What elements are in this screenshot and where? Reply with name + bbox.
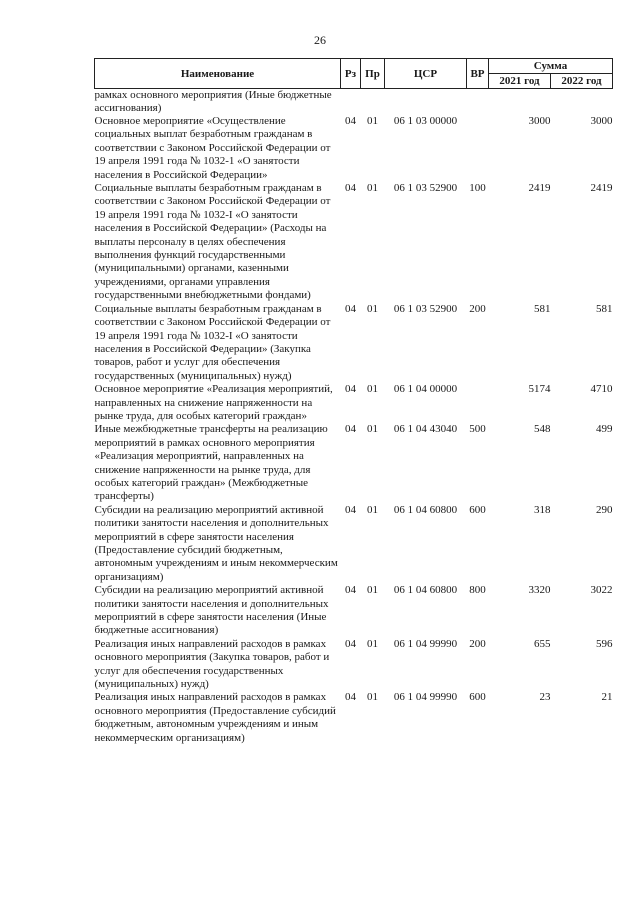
row-rz: 04 [345, 637, 356, 650]
row-amount-2022: 4710 [590, 383, 613, 396]
row-amount-2022: 21 [601, 691, 613, 704]
row-pr: 01 [367, 383, 378, 396]
row-name: Основное мероприятие «Осуществление социальных выплат безработным гражданам в соответствии с Законом Российской Федерации от 19 апреля 1991 года № 1032-1 «О занятости населения в Российской Федерации» [94, 115, 331, 181]
row-amount-2022: 3000 [590, 115, 613, 127]
row-pr: 01 [367, 691, 378, 704]
row-amount-2021: 3000 [528, 115, 551, 127]
row-pr: 01 [367, 182, 378, 195]
row-name: Субсидии на реализацию мероприятий активной политики занятости населения и дополнительных мероприятий в сфере занятости населения (Иные бюджетные ассигнования) [94, 584, 329, 637]
row-pr: 01 [367, 503, 378, 516]
row-vr: 200 [469, 302, 486, 315]
row-csr: 06 1 03 00000 [393, 115, 458, 127]
row-vr: 100 [469, 182, 486, 195]
page-number: 26 [314, 33, 326, 47]
table-row [95, 584, 613, 638]
row-vr [467, 383, 489, 423]
row-amount-2021: 318 [534, 503, 551, 516]
row-rz: 04 [345, 182, 356, 195]
row-csr: 06 1 03 52900 [393, 302, 458, 315]
row-name: Реализация иных направлений расходов в рамках основного мероприятия (Предоставление субсидий бюджетным, автономным учреждениям и иным некоммерческим организациям) [94, 691, 336, 744]
row-rz: 04 [345, 691, 356, 704]
header-csr: ЦСР [385, 59, 467, 89]
row-amount-2022: 3022 [590, 584, 613, 597]
header-name: Наименование [95, 59, 341, 89]
header-sum: Сумма [489, 59, 613, 74]
row-csr: 06 1 04 99990 [393, 691, 458, 704]
row-csr: 06 1 04 60800 [393, 584, 458, 597]
table-body [95, 89, 613, 746]
row-pr: 01 [367, 423, 378, 436]
row-vr: 800 [469, 584, 486, 597]
row-amount-2021: 548 [534, 423, 551, 436]
row-amount-2021: 5174 [528, 383, 551, 396]
row-amount-2021: 23 [539, 691, 551, 704]
row-csr: 06 1 04 00000 [393, 383, 458, 396]
row-amount-2022: 2419 [590, 182, 613, 195]
row-amount-2022: 290 [596, 503, 613, 516]
continuation-row [95, 89, 613, 116]
budget-table [94, 58, 613, 745]
row-csr: 06 1 04 60800 [393, 503, 458, 516]
row-csr: 06 1 04 43040 [393, 423, 458, 436]
row-amount-2022: 499 [596, 423, 613, 436]
row-rz: 04 [345, 503, 356, 516]
header-year-2021: 2021 год [489, 74, 551, 89]
row-rz: 04 [345, 115, 356, 127]
row-amount-2021: 655 [534, 637, 551, 650]
table-header [95, 59, 613, 89]
budget-table-wrapper [94, 58, 612, 745]
row-rz: 04 [345, 302, 356, 315]
row-rz: 04 [345, 423, 356, 436]
row-amount-2021: 581 [534, 302, 551, 315]
row-amount-2022: 596 [596, 637, 613, 650]
row-vr: 600 [469, 503, 486, 516]
header-rz: Рз [341, 59, 361, 89]
table-row [95, 691, 613, 745]
row-pr: 01 [367, 584, 378, 597]
header-pr: Пр [361, 59, 385, 89]
row-vr: 500 [469, 423, 486, 436]
row-pr: 01 [367, 115, 378, 127]
row-rz: 04 [345, 383, 356, 396]
header-vr: ВР [467, 59, 489, 89]
row-vr [467, 115, 489, 182]
header-year-2022: 2022 год [551, 74, 613, 89]
table-row [95, 504, 613, 584]
continuation-text: рамках основного мероприятия (Иные бюджетные ассигнования) [94, 89, 332, 114]
row-csr: 06 1 04 99990 [393, 637, 458, 650]
row-amount-2021: 3320 [528, 584, 551, 597]
row-csr: 06 1 03 52900 [393, 182, 458, 195]
row-rz: 04 [345, 584, 356, 597]
row-name: Основное мероприятие «Реализация мероприятий, направленных на снижение напряженности на рынке труда, для особых категорий граждан» [94, 383, 333, 422]
row-name: Реализация иных направлений расходов в рамках основного мероприятия (Закупка товаров, работ и услуг для обеспечения государственных (муниципальных) нужд) [94, 637, 330, 691]
row-amount-2022: 581 [596, 302, 613, 315]
table-row [95, 423, 613, 503]
row-name: Социальные выплаты безработным гражданам в соответствии с Законом Российской Федерации от 19 апреля 1991 года № 1032-I «О занятости населения в Российской Федерации» (Расходы на выплаты персоналу в целях обеспечения выполнения функций государственными (муниципальными) органами, казенными учреждениями, органами управления государственными внебюджетными фондами) [94, 182, 331, 302]
table-row [95, 383, 613, 423]
table-row [95, 638, 613, 692]
table-row [95, 303, 613, 383]
row-vr: 600 [469, 691, 486, 704]
row-name: Иные межбюджетные трансферты на реализацию мероприятий в рамках основного мероприятия «Реализация мероприятий, направленных на снижение напряженности на рынке труда, для особых категорий граждан» (Межбюджетные трансферты) [94, 423, 328, 503]
row-vr: 200 [469, 637, 486, 650]
row-pr: 01 [367, 302, 378, 315]
row-name: Субсидии на реализацию мероприятий активной политики занятости населения и дополнительных мероприятий в сфере занятости населения (Предоставление субсидий бюджетным, автономным учреждениям и иным некоммерческим организациям) [94, 503, 338, 583]
table-row [95, 182, 613, 303]
table-row [95, 115, 613, 182]
row-amount-2021: 2419 [528, 182, 551, 195]
row-pr: 01 [367, 637, 378, 650]
row-name: Социальные выплаты безработным гражданам в соответствии с Законом Российской Федерации от 19 апреля 1991 года № 1032-I «О занятости населения в Российской Федерации» (Закупка товаров, работ и услуг для обеспечения государственных (муниципальных) нужд) [94, 302, 331, 382]
